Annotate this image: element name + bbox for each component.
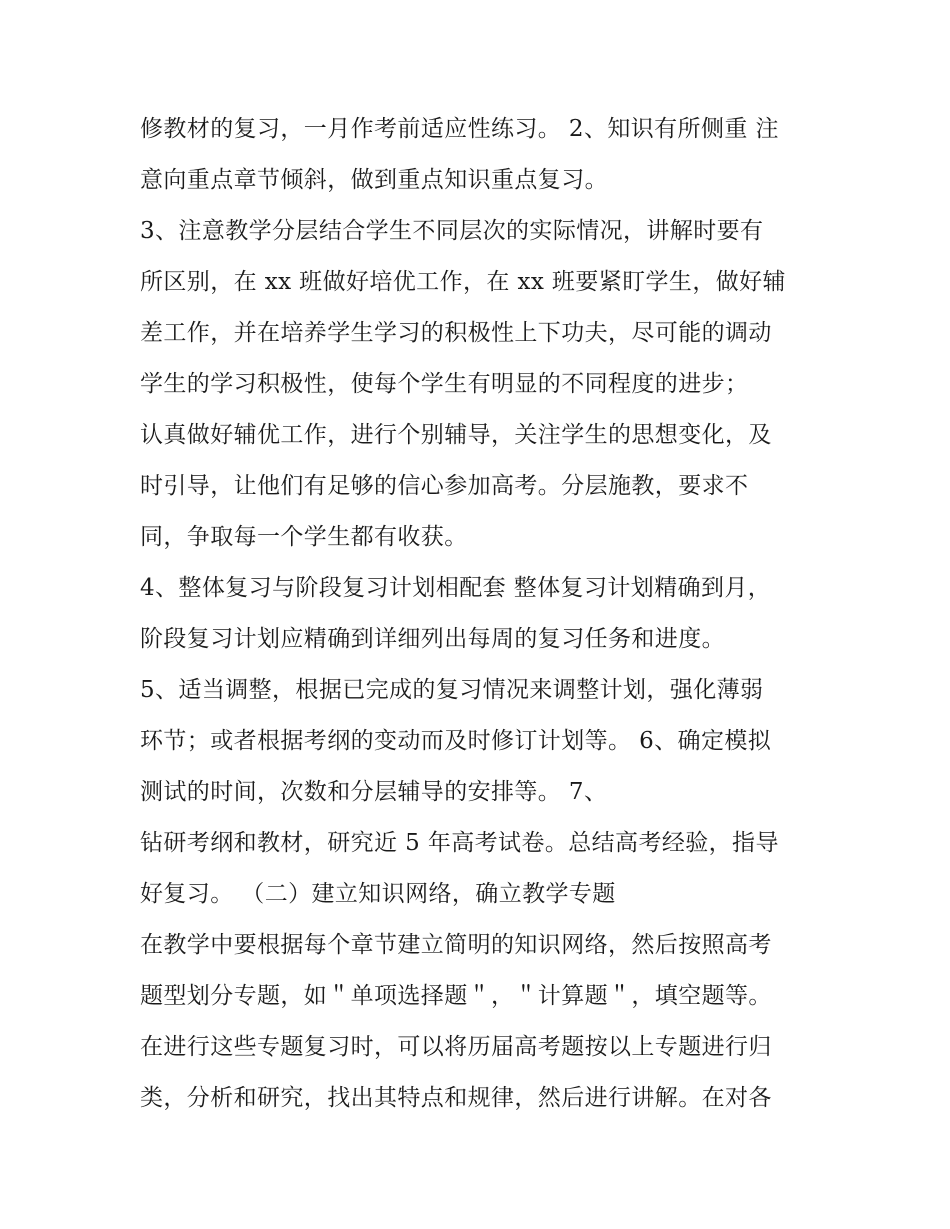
document-body bbox=[140, 104, 820, 1124]
text-line: 差工作，并在培养学生学习的积极性上下功夫，尽可能的调动 bbox=[140, 320, 772, 346]
text-line: 在进行这些专题复习时，可以将历届高考题按以上专题进行归 bbox=[140, 1034, 772, 1060]
text-line: 题型划分专题，如＂单项选择题＂，＂计算题＂，填空题等。 bbox=[140, 983, 772, 1009]
text-line: 阶段复习计划应精确到详细列出每周的复习任务和进度。 bbox=[140, 626, 725, 652]
text-line: 时引导，让他们有足够的信心参加高考。分层施教，要求不 bbox=[140, 473, 749, 499]
text-line: 钻研考纲和教材，研究近 5 年高考试卷。总结高考经验，指导 bbox=[140, 830, 779, 856]
text-line: 认真做好辅优工作，进行个别辅导，关注学生的思想变化，及 bbox=[140, 422, 772, 448]
text-line: 修教材的复习，一月作考前适应性练习。 2、知识有所侧重 注 bbox=[140, 116, 779, 142]
text-line: 好复习。 （二）建立知识网络，确立教学专题 bbox=[140, 881, 616, 907]
text-line: 学生的学习积极性，使每个学生有明显的不同程度的进步； bbox=[140, 371, 749, 397]
text-line: 类，分析和研究，找出其特点和规律，然后进行讲解。在对各 bbox=[140, 1085, 772, 1111]
text-line: 在教学中要根据每个章节建立简明的知识网络，然后按照高考 bbox=[140, 932, 772, 958]
text-line: 测试的时间，次数和分层辅导的安排等。 7、 bbox=[140, 779, 608, 805]
text-line: 所区别，在 xx 班做好培优工作，在 xx 班要紧盯学生，做好辅 bbox=[140, 269, 786, 295]
text-line: 5、适当调整，根据已完成的复习情况来调整计划，强化薄弱 bbox=[140, 677, 764, 703]
text-line: 意向重点章节倾斜，做到重点知识重点复习。 bbox=[140, 167, 608, 193]
text-line: 4、整体复习与阶段复习计划相配套 整体复习计划精确到月， bbox=[140, 575, 772, 601]
text-line: 3、注意教学分层结合学生不同层次的实际情况，讲解时要有 bbox=[140, 218, 764, 244]
text-line: 同，争取每一个学生都有收获。 bbox=[140, 524, 468, 550]
text-line: 环节；或者根据考纲的变动而及时修订计划等。 6、确定模拟 bbox=[140, 728, 772, 754]
